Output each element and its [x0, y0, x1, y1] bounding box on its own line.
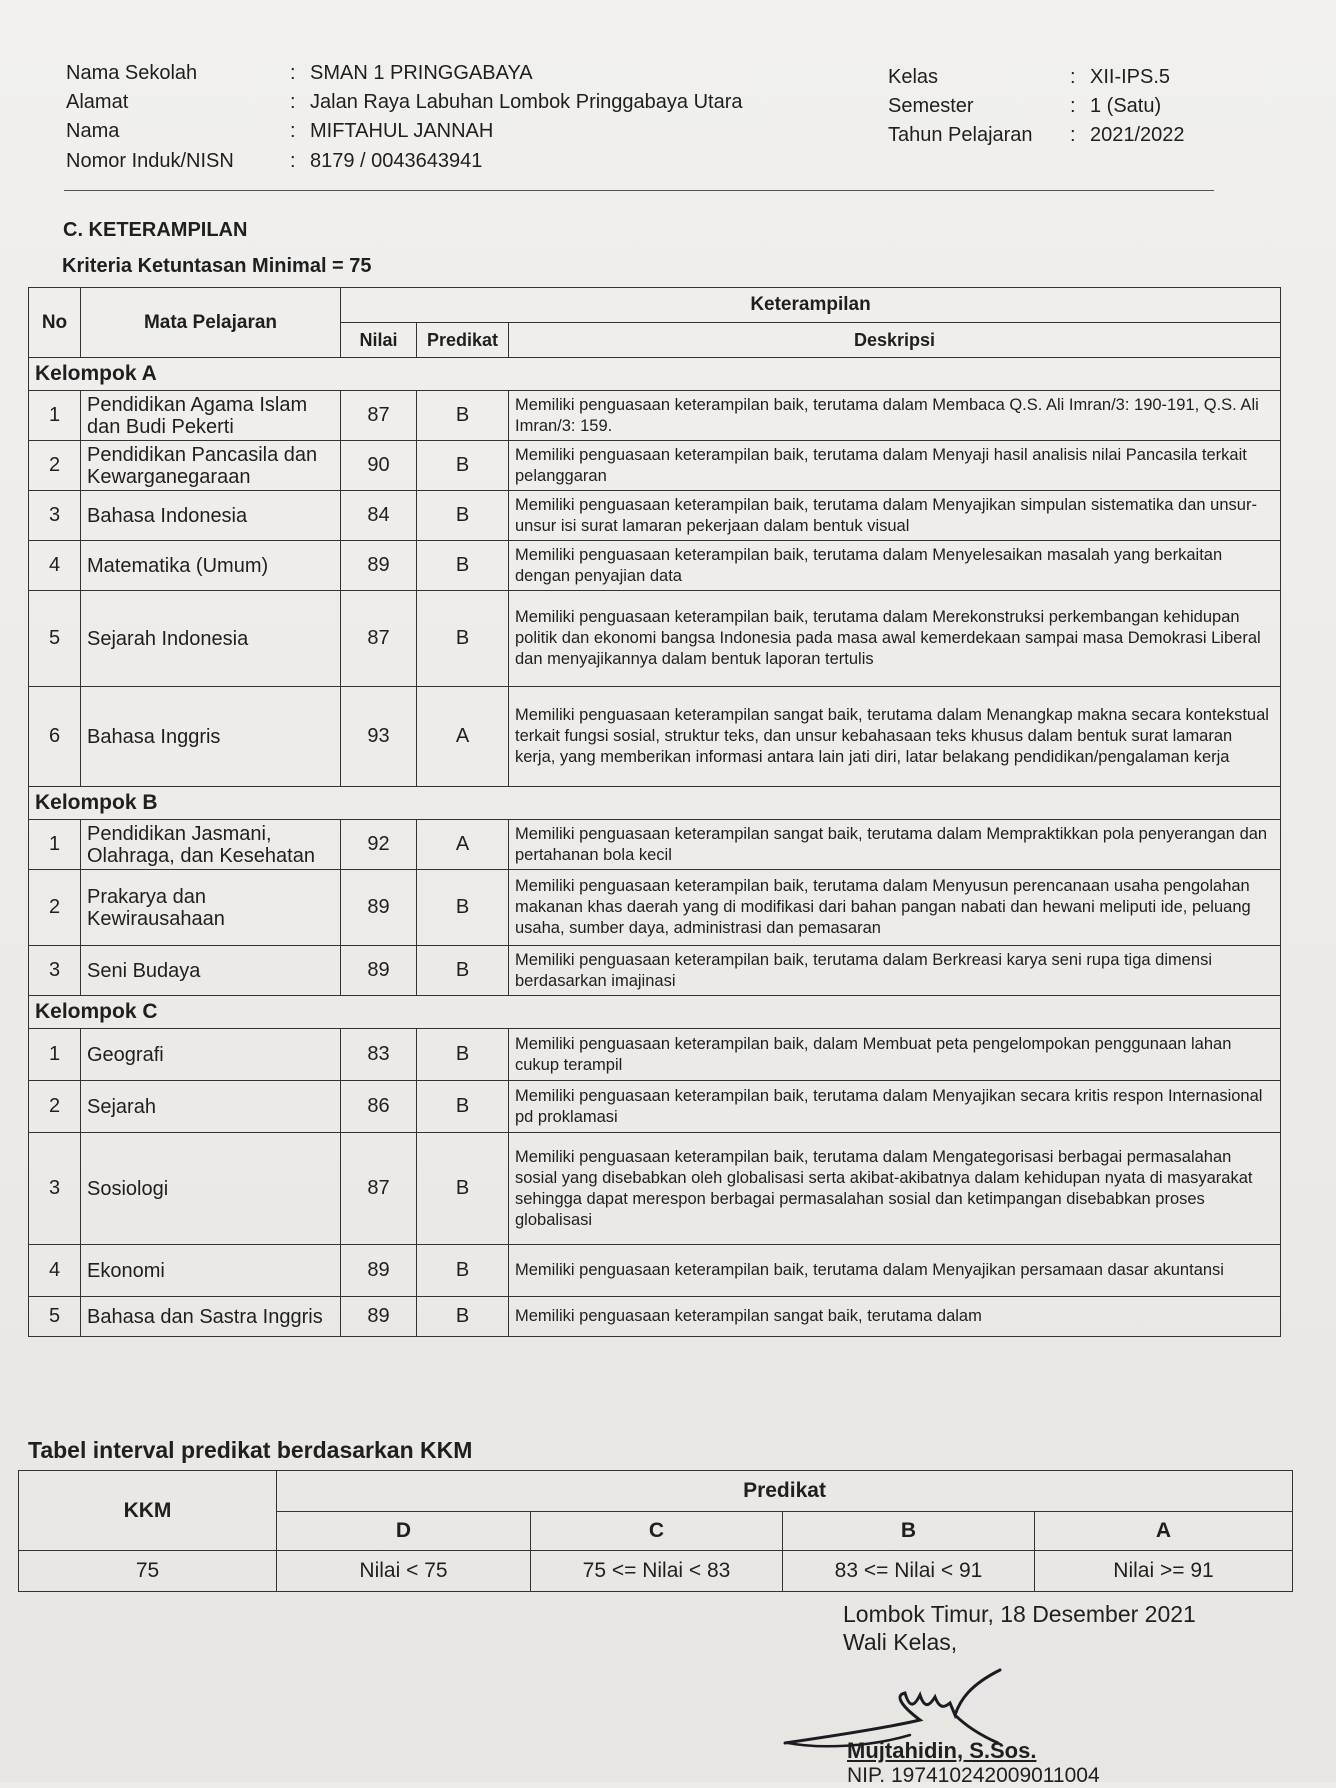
interval-header-predicate: Predikat — [277, 1471, 1293, 1512]
table-row — [29, 687, 1281, 787]
header-label: Tahun Pelajaran — [888, 124, 1033, 146]
interval-grade-c: C — [531, 1512, 783, 1551]
header-separator: : — [1070, 124, 1076, 146]
table-row — [29, 591, 1281, 687]
interval-range-a: Nilai >= 91 — [1035, 1551, 1293, 1592]
header-separator: : — [290, 120, 296, 142]
table-row — [29, 1133, 1281, 1245]
table-row — [29, 441, 1281, 491]
subject-name: Pendidikan Pancasila dan Kewarganegaraan — [81, 441, 341, 491]
subject-name: Seni Budaya — [81, 946, 341, 996]
interval-grade-a: A — [1035, 1512, 1293, 1551]
group-name: Kelompok A — [29, 358, 1281, 391]
interval-table — [18, 1470, 1293, 1592]
header-value: 1 (Satu) — [1090, 95, 1162, 117]
skills-table — [28, 287, 1281, 1337]
row-number: 4 — [29, 1245, 81, 1297]
description-text: Memiliki penguasaan keterampilan sangat baik, terutama dalam Mempraktikkan pola penyerangan dan pertahanan bola kecil — [509, 820, 1281, 870]
predicate-value: B — [417, 1133, 509, 1245]
description-text: Memiliki penguasaan keterampilan baik, terutama dalam Mengategorisasi berbagai permasalahan sosial yang disebabkan oleh globalisasi serta akibat-akibatnya dalam kehidupan nyata di masyarakat sehingga dapat merespon berbagai permasalahan sosial dan ketimpangan disebabkan proses globalisasi — [509, 1133, 1281, 1245]
signer-nip: NIP. 197410242009011004 — [847, 1764, 1100, 1787]
table-row — [29, 391, 1281, 441]
score-value: 89 — [341, 870, 417, 946]
group-row — [29, 787, 1281, 820]
interval-grade-b: B — [783, 1512, 1035, 1551]
header-divider — [64, 190, 1214, 191]
row-number: 2 — [29, 870, 81, 946]
signature-block — [843, 1600, 1196, 1656]
place-date: Lombok Timur, 18 Desember 2021 — [843, 1601, 1196, 1627]
score-value: 92 — [341, 820, 417, 870]
predicate-value: A — [417, 820, 509, 870]
header-label: Semester — [888, 95, 974, 117]
score-value: 83 — [341, 1029, 417, 1081]
group-row — [29, 996, 1281, 1029]
description-text: Memiliki penguasaan keterampilan baik, terutama dalam Merekonstruksi perkembangan kehidupan politik dan ekonomi bangsa Indonesia pada masa awal kemerdekaan sampai masa Demokrasi Liberal dan menyajikannya dalam bentuk laporan tertulis — [509, 591, 1281, 687]
predicate-value: B — [417, 1029, 509, 1081]
description-text: Memiliki penguasaan keterampilan baik, terutama dalam Membaca Q.S. Ali Imran/3: 190-191, Q.S. Ali Imran/3: 159. — [509, 391, 1281, 441]
table-row — [29, 946, 1281, 996]
row-number: 4 — [29, 541, 81, 591]
predicate-value: B — [417, 1245, 509, 1297]
group-name: Kelompok C — [29, 996, 1281, 1029]
signer-role: Wali Kelas, — [843, 1629, 958, 1655]
subject-name: Pendidikan Agama Islam dan Budi Pekerti — [81, 391, 341, 441]
signer-name: Mujtahidin, S.Sos. — [847, 1738, 1037, 1763]
predicate-value: B — [417, 541, 509, 591]
predicate-value: A — [417, 687, 509, 787]
subject-name: Matematika (Umum) — [81, 541, 341, 591]
subject-name: Bahasa Inggris — [81, 687, 341, 787]
description-text: Memiliki penguasaan keterampilan baik, terutama dalam Menyajikan simpulan sistematika dan unsur-unsur isi surat lamaran pekerjaan dalam bentuk visual — [509, 491, 1281, 541]
description-text: Memiliki penguasaan keterampilan baik, terutama dalam Menyajikan persamaan dasar akuntansi — [509, 1245, 1281, 1297]
header-label: Alamat — [66, 91, 129, 113]
table-row — [29, 1245, 1281, 1297]
column-header-score: Nilai — [341, 323, 417, 358]
predicate-value: B — [417, 441, 509, 491]
predicate-value: B — [417, 946, 509, 996]
score-value: 86 — [341, 1081, 417, 1133]
header-separator: : — [290, 150, 296, 172]
description-text: Memiliki penguasaan keterampilan baik, terutama dalam Menyelesaikan masalah yang berkaitan dengan penyajian data — [509, 541, 1281, 591]
subject-name: Bahasa Indonesia — [81, 491, 341, 541]
header-separator: : — [290, 62, 296, 84]
row-number: 5 — [29, 591, 81, 687]
predicate-value: B — [417, 391, 509, 441]
header-label: Nama Sekolah — [66, 62, 198, 84]
header-value: 8179 / 0043643941 — [310, 150, 483, 172]
column-header-predicate: Predikat — [417, 323, 509, 358]
score-value: 84 — [341, 491, 417, 541]
row-number: 1 — [29, 391, 81, 441]
predicate-value: B — [417, 491, 509, 541]
table-row — [29, 870, 1281, 946]
score-value: 89 — [341, 1245, 417, 1297]
subject-name: Bahasa dan Sastra Inggris — [81, 1297, 341, 1337]
description-text: Memiliki penguasaan keterampilan baik, terutama dalam Berkreasi karya seni rupa tiga dimensi berdasarkan imajinasi — [509, 946, 1281, 996]
table-row — [29, 1029, 1281, 1081]
score-value: 90 — [341, 441, 417, 491]
subject-name: Sosiologi — [81, 1133, 341, 1245]
predicate-value: B — [417, 1297, 509, 1337]
header-value: XII-IPS.5 — [1090, 66, 1171, 88]
description-text: Memiliki penguasaan keterampilan sangat baik, terutama dalam — [509, 1297, 1281, 1337]
score-value: 87 — [341, 591, 417, 687]
interval-range-b: 83 <= Nilai < 91 — [783, 1551, 1035, 1592]
subject-name: Sejarah Indonesia — [81, 591, 341, 687]
header-value: 2021/2022 — [1090, 124, 1185, 146]
header-value: MIFTAHUL JANNAH — [310, 120, 494, 142]
header-separator: : — [290, 91, 296, 113]
interval-table-title: Tabel interval predikat berdasarkan KKM — [28, 1437, 473, 1463]
column-header-no: No — [29, 288, 81, 358]
header-separator: : — [1070, 95, 1076, 117]
interval-range-c: 75 <= Nilai < 83 — [531, 1551, 783, 1592]
header-separator: : — [1070, 66, 1076, 88]
row-number: 1 — [29, 820, 81, 870]
interval-grade-d: D — [277, 1512, 531, 1551]
subject-name: Prakarya dan Kewirausahaan — [81, 870, 341, 946]
predicate-value: B — [417, 870, 509, 946]
kkm-caption: Kriteria Ketuntasan Minimal = 75 — [62, 255, 372, 277]
row-number: 5 — [29, 1297, 81, 1337]
score-value: 93 — [341, 687, 417, 787]
score-value: 89 — [341, 1297, 417, 1337]
score-value: 89 — [341, 946, 417, 996]
group-name: Kelompok B — [29, 787, 1281, 820]
header-value: SMAN 1 PRINGGABAYA — [310, 62, 533, 84]
row-number: 2 — [29, 441, 81, 491]
column-header-description: Deskripsi — [509, 323, 1281, 358]
description-text: Memiliki penguasaan keterampilan baik, terutama dalam Menyajikan secara kritis respon Internasional pd proklamasi — [509, 1081, 1281, 1133]
group-row — [29, 358, 1281, 391]
description-text: Memiliki penguasaan keterampilan sangat baik, terutama dalam Menangkap makna secara kontekstual terkait fungsi sosial, struktur teks, dan unsur kebahasaan teks khusus dalam bentuk surat lamaran kerja, yang memberikan informasi antara lain jati diri, latar belakang pendidikan/pengalaman kerja — [509, 687, 1281, 787]
table-row — [29, 1081, 1281, 1133]
subject-name: Pendidikan Jasmani, Olahraga, dan Kesehatan — [81, 820, 341, 870]
predicate-value: B — [417, 591, 509, 687]
description-text: Memiliki penguasaan keterampilan baik, terutama dalam Menyusun perencanaan usaha pengolahan makanan khas daerah yang di modifikasi dari bahan pangan nabati dan hewani meliputi ide, peluang usaha, sumber daya, administrasi dan pemasaran — [509, 870, 1281, 946]
row-number: 3 — [29, 491, 81, 541]
predicate-value: B — [417, 1081, 509, 1133]
row-number: 3 — [29, 946, 81, 996]
score-value: 87 — [341, 1133, 417, 1245]
table-row — [29, 820, 1281, 870]
column-header-skills: Keterampilan — [341, 288, 1281, 323]
header-value: Jalan Raya Labuhan Lombok Pringgabaya Utara — [310, 91, 743, 113]
row-number: 3 — [29, 1133, 81, 1245]
section-title: C. KETERAMPILAN — [63, 219, 248, 241]
table-row — [29, 491, 1281, 541]
description-text: Memiliki penguasaan keterampilan baik, terutama dalam Menyaji hasil analisis nilai Pancasila terkait pelanggaran — [509, 441, 1281, 491]
interval-header-kkm: KKM — [19, 1471, 277, 1551]
subject-name: Geografi — [81, 1029, 341, 1081]
row-number: 6 — [29, 687, 81, 787]
row-number: 2 — [29, 1081, 81, 1133]
score-value: 87 — [341, 391, 417, 441]
header-label: Nama — [66, 120, 120, 142]
interval-range-d: Nilai < 75 — [277, 1551, 531, 1592]
interval-kkm-value: 75 — [19, 1551, 277, 1592]
description-text: Memiliki penguasaan keterampilan baik, dalam Membuat peta pengelompokan penggunaan lahan cukup terampil — [509, 1029, 1281, 1081]
table-row — [29, 541, 1281, 591]
column-header-subject: Mata Pelajaran — [81, 288, 341, 358]
header-label: Nomor Induk/NISN — [66, 150, 234, 172]
table-row — [29, 1297, 1281, 1337]
header-label: Kelas — [888, 66, 939, 88]
subject-name: Ekonomi — [81, 1245, 341, 1297]
row-number: 1 — [29, 1029, 81, 1081]
score-value: 89 — [341, 541, 417, 591]
subject-name: Sejarah — [81, 1081, 341, 1133]
